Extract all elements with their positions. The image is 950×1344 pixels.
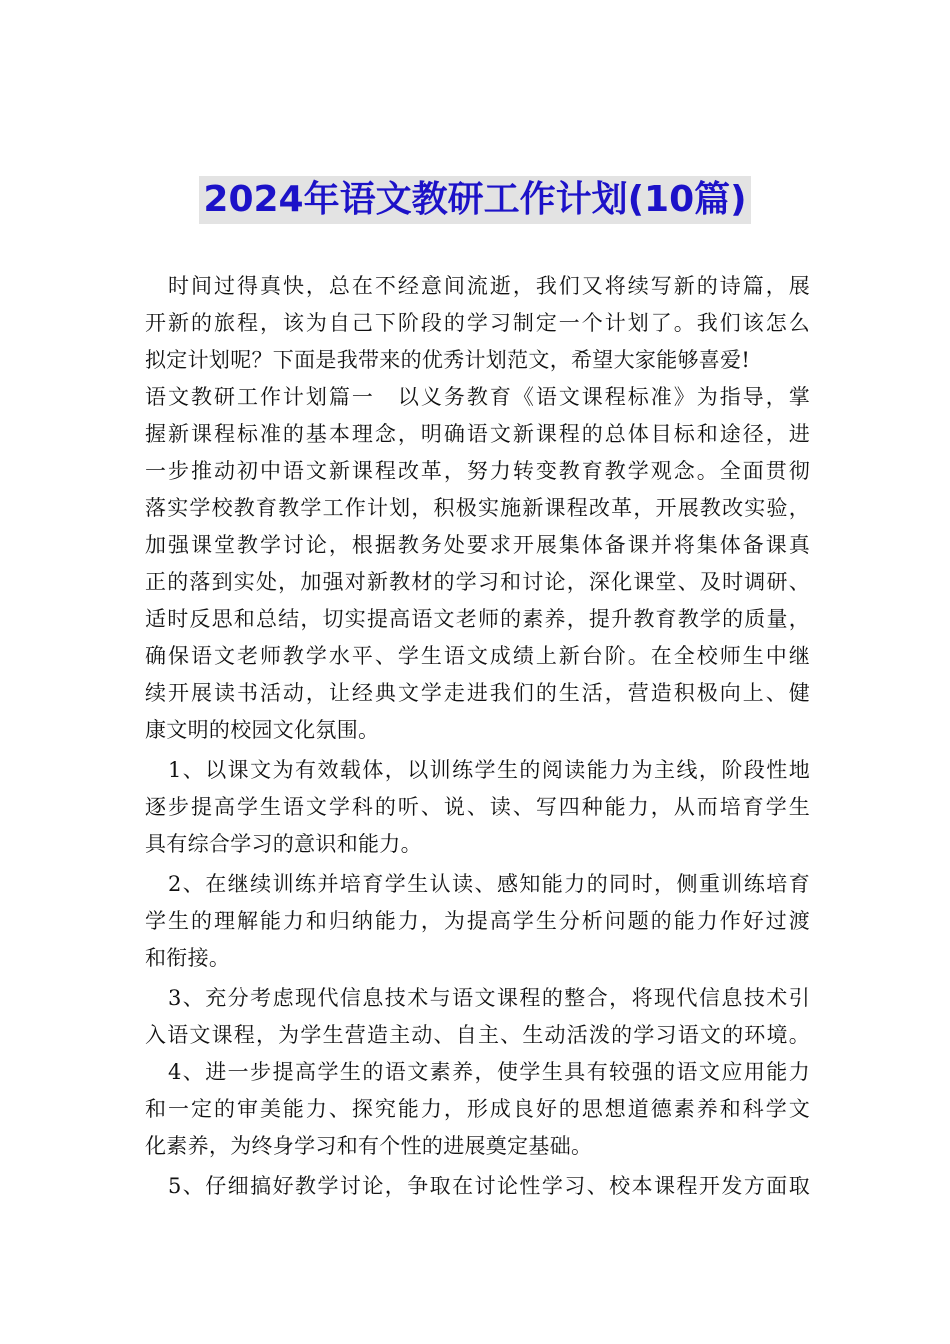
paragraph-line: 加强课堂教学讨论，根据教务处要求开展集体备课并将集体备课真 bbox=[145, 533, 810, 557]
paragraph-line: 时间过得真快，总在不经意间流逝，我们又将续写新的诗篇，展 bbox=[168, 274, 810, 298]
list-item-1-line: 逐步提高学生语文学科的听、说、读、写四种能力，从而培育学生 bbox=[145, 795, 810, 819]
paragraph-line: 语文教研工作计划篇一 以义务教育《语文课程标准》为指导，掌 bbox=[145, 385, 810, 409]
paragraph-line: 一步推动初中语文新课程改革，努力转变教育教学观念。全面贯彻 bbox=[145, 459, 810, 483]
list-item-3-line: 3、充分考虑现代信息技术与语文课程的整合，将现代信息技术引 bbox=[168, 986, 810, 1010]
paragraph-line: 续开展读书活动，让经典文学走进我们的生活，营造积极向上、健 bbox=[145, 681, 810, 705]
list-item-4-line: 和一定的审美能力、探究能力，形成良好的思想道德素养和科学文 bbox=[145, 1097, 810, 1121]
document-body bbox=[145, 268, 810, 1205]
document-title: 2024年语文教研工作计划(10篇) bbox=[199, 176, 750, 224]
list-item-4-line: 4、进一步提高学生的语文素养，使学生具有较强的语文应用能力 bbox=[168, 1060, 810, 1084]
list-item-2-line: 和衔接。 bbox=[145, 946, 231, 970]
paragraph-line: 握新课程标准的基本理念，明确语文新课程的总体目标和途径，进 bbox=[145, 422, 810, 446]
list-item-5-line: 5、仔细搞好教学讨论，争取在讨论性学习、校本课程开发方面取 bbox=[168, 1174, 810, 1198]
paragraph-line: 康文明的校园文化氛围。 bbox=[145, 718, 380, 742]
list-item-3-line: 入语文课程，为学生营造主动、自主、生动活泼的学习语文的环境。 bbox=[145, 1023, 810, 1047]
list-item-1-line: 1、以课文为有效载体，以训练学生的阅读能力为主线，阶段性地 bbox=[168, 758, 810, 782]
list-item-4-line: 化素养，为终身学习和有个性的进展奠定基础。 bbox=[145, 1134, 593, 1158]
title-container bbox=[0, 176, 950, 224]
paragraph-line: 开新的旅程，该为自己下阶段的学习制定一个计划了。我们该怎么 bbox=[145, 311, 810, 335]
paragraph-line: 拟定计划呢？下面是我带来的优秀计划范文，希望大家能够喜爱! bbox=[145, 348, 751, 372]
list-item-2-line: 2、在继续训练并培育学生认读、感知能力的同时，侧重训练培育 bbox=[168, 872, 810, 896]
paragraph-line: 适时反思和总结，切实提高语文老师的素养，提升教育教学的质量， bbox=[145, 607, 810, 631]
paragraph-line: 落实学校教育教学工作计划，积极实施新课程改革，开展教改实验， bbox=[145, 496, 810, 520]
list-item-2-line: 学生的理解能力和归纳能力，为提高学生分析问题的能力作好过渡 bbox=[145, 909, 810, 933]
paragraph-line: 确保语文老师教学水平、学生语文成绩上新台阶。在全校师生中继 bbox=[145, 644, 810, 668]
list-item-1-line: 具有综合学习的意识和能力。 bbox=[145, 832, 422, 856]
paragraph-line: 正的落到实处，加强对新教材的学习和讨论，深化课堂、及时调研、 bbox=[145, 570, 810, 594]
